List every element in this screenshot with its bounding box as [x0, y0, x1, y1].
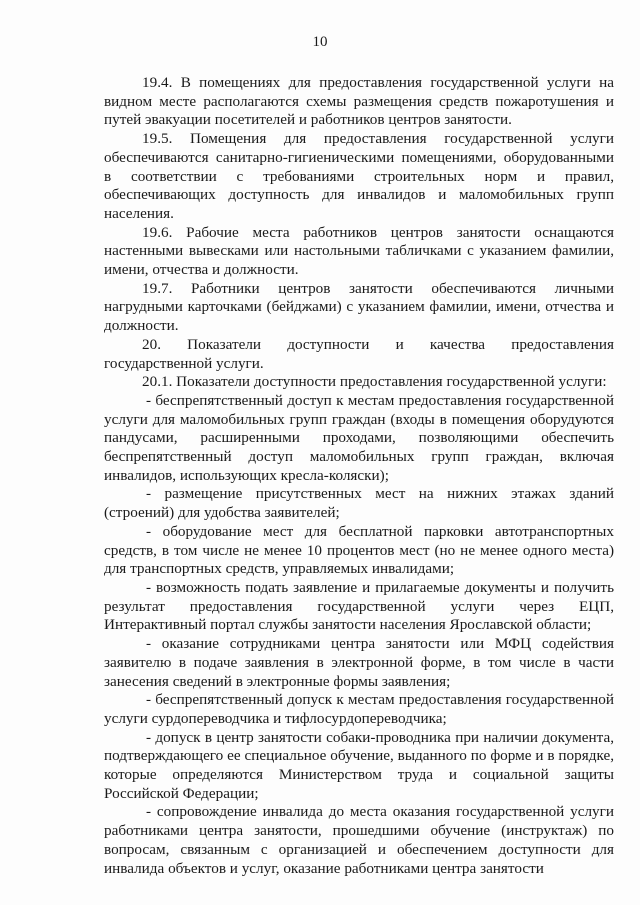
list-item-parking: - оборудование мест для бесплатной парковки автотранспортных средств, в том числе не менее 10 процентов мест (но не менее одного места) для транспортных средств, управляемых инвалидами; [104, 522, 614, 578]
list-item-accessible-entry: - беспрепятственный доступ к местам предоставления государственной услуги для маломобильных групп граждан (входы в помещения оборудуются пандусами, расширенными проходами, позволяющими обеспечить беспрепятственный доступ маломобильных групп граждан, включая инвалидов, использующих кресла-коляски); [104, 391, 614, 484]
list-item-escort: - сопровождение инвалида до места оказания государственной услуги работниками центра занятости, прошедшими обучение (инструктаж) по вопросам, связанным с организацией и обеспечением доступности для инвалида объектов и услуг, оказание работниками центра занятости [104, 803, 614, 877]
list-item-staff-assistance: - оказание сотрудниками центра занятости или МФЦ содействия заявителю в подаче заявления в электронной форме, в том числе в части занесения сведений в электронные формы заявления; [104, 635, 614, 690]
list-item-interpreter-access: - беспрепятственный допуск к местам предоставления государственной услуги сурдопереводчика и тифлосурдопереводчика; [104, 691, 614, 727]
paragraph-19-7: 19.7. Работники центров занятости обеспечиваются личными нагрудными карточками (бейджами) с указанием фамилии, имени, отчества и должности. [104, 279, 614, 335]
paragraph-19-4: 19.4. В помещениях для предоставления государственной услуги на видном месте располагаются схемы размещения средств пожаротушения и путей эвакуации посетителей и работников центров занятости. [104, 74, 614, 129]
paragraph-20-1: 20.1. Показатели доступности предоставления государственной услуги: [142, 373, 607, 391]
paragraph-20: 20. Показатели доступности и качества предоставления государственной услуги. [104, 335, 614, 372]
paragraph-19-5: 19.5. Помещения для предоставления государственной услуги обеспечиваются санитарно-гигиеническими помещениями, оборудованными в соответствии с требованиями строительных норм и правил, обеспечивающих доступность для инвалидов и маломобильных групп населения. [104, 130, 614, 222]
list-item-guide-dog: - допуск в центр занятости собаки-проводника при наличии документа, подтверждающего ее специальное обучение, выданного по форме и в порядке, которые определяются Министерством труда и социальной защиты Российской Федерации; [104, 728, 614, 802]
paragraph-19-6: 19.6. Рабочие места работников центров занятости оснащаются настенными вывесками или настольными табличками с указанием фамилии, имени, отчества и должности. [104, 223, 614, 279]
document-body [104, 74, 614, 878]
page-number: 10 [312, 34, 328, 50]
list-item-online-submission: - возможность подать заявление и прилагаемые документы и получить результат предоставления государственной услуги через ЕЦП, Интерактивный портал службы занятости населения Ярославской области; [104, 578, 614, 634]
list-item-ground-floor: - размещение присутственных мест на нижних этажах зданий (строений) для удобства заявителей; [104, 485, 614, 522]
